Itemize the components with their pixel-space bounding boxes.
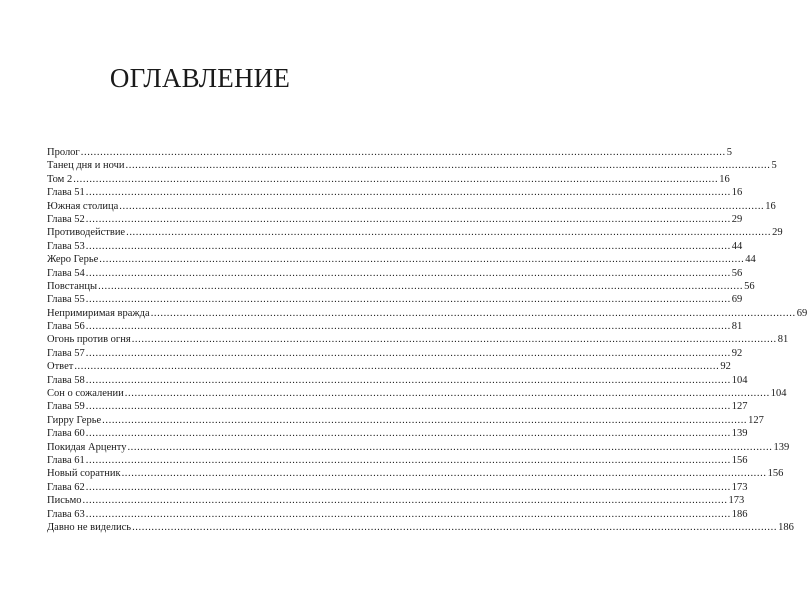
toc-dot-leader: ........................................................................................................................................................................................................ — [85, 374, 731, 386]
toc-entry-page-number: 69 — [796, 307, 807, 319]
toc-entry-page-number: 156 — [767, 468, 784, 480]
toc-dot-leader: ........................................................................................................................................................................................................ — [125, 160, 771, 172]
toc-entry-page-number: 29 — [731, 213, 743, 225]
toc-entry-label: Глава 51 — [47, 187, 85, 199]
toc-dot-leader: ........................................................................................................................................................................................................ — [132, 521, 778, 533]
toc-entry-page-number: 44 — [731, 240, 743, 252]
toc-entry-page-number: 127 — [748, 414, 764, 426]
toc-entry-label: Глава 60 — [47, 428, 85, 440]
toc-entry[interactable] — [47, 414, 764, 427]
toc-entry-label: Покидая Арценту — [47, 441, 127, 453]
toc-entry-page-number: 127 — [731, 401, 748, 413]
toc-entry[interactable] — [47, 226, 783, 239]
toc-entry[interactable] — [47, 213, 743, 226]
toc-entry-page-number: 186 — [778, 521, 794, 533]
toc-entry[interactable] — [47, 494, 745, 507]
toc-dot-leader: ........................................................................................................................................................................................................ — [85, 321, 731, 333]
toc-entry-label: Южная столица — [47, 200, 119, 212]
toc-entry[interactable] — [47, 320, 743, 333]
toc-entry-page-number: 16 — [719, 173, 730, 185]
toc-entry[interactable] — [47, 508, 748, 521]
toc-entry-label: Гирру Герье — [47, 414, 102, 426]
toc-entry[interactable] — [47, 427, 748, 440]
toc-entry-page-number: 81 — [731, 321, 743, 333]
toc-dot-leader: ........................................................................................................................................................................................................ — [85, 213, 731, 225]
toc-entry[interactable] — [47, 387, 787, 400]
toc-entry-label: Ответ — [47, 361, 74, 373]
toc-dot-leader: ........................................................................................................................................................................................................ — [85, 508, 731, 520]
toc-entry[interactable] — [47, 146, 732, 159]
toc-entry[interactable] — [47, 267, 743, 280]
toc-entry-page-number: 104 — [770, 388, 787, 400]
toc-entry[interactable] — [47, 467, 784, 480]
toc-entry-label: Давно не виделись — [47, 521, 132, 533]
toc-entry[interactable] — [47, 374, 748, 387]
toc-entry-page-number: 104 — [731, 374, 748, 386]
toc-entry-label: Глава 56 — [47, 321, 85, 333]
toc-dot-leader: ........................................................................................................................................................................................................ — [85, 428, 731, 440]
toc-entry-page-number: 92 — [720, 361, 731, 373]
toc-entry-page-number: 29 — [772, 227, 783, 239]
toc-entry[interactable] — [47, 521, 794, 534]
toc-dot-leader: ........................................................................................................................................................................................................ — [74, 361, 720, 373]
toc-dot-leader: ........................................................................................................................................................................................................ — [85, 267, 731, 279]
toc-dot-leader: ........................................................................................................................................................................................................ — [85, 401, 731, 413]
toc-dot-leader: ........................................................................................................................................................................................................ — [150, 307, 796, 319]
toc-entry-label: Глава 62 — [47, 481, 85, 493]
toc-dot-leader: ........................................................................................................................................................................................................ — [126, 227, 772, 239]
toc-entry[interactable] — [47, 333, 789, 346]
toc-entry[interactable] — [47, 481, 748, 494]
toc-entry[interactable] — [47, 307, 807, 320]
toc-entry-page-number: 92 — [731, 347, 743, 359]
toc-entry-page-number: 44 — [745, 254, 756, 266]
toc-entry-label: Глава 59 — [47, 401, 85, 413]
toc-entry-label: Письмо — [47, 495, 82, 507]
toc-entry-page-number: 139 — [773, 441, 790, 453]
toc-entry-page-number: 156 — [731, 454, 748, 466]
toc-dot-leader: ........................................................................................................................................................................................................ — [80, 147, 726, 158]
toc-entry[interactable] — [47, 173, 730, 186]
toc-dot-leader: ........................................................................................................................................................................................................ — [124, 388, 770, 400]
toc-dot-leader: ........................................................................................................................................................................................................ — [121, 468, 767, 480]
toc-entry-label: Глава 53 — [47, 240, 85, 252]
toc-entry-page-number: 56 — [731, 267, 743, 279]
toc-entry-label: Глава 54 — [47, 267, 85, 279]
toc-dot-leader: ........................................................................................................................................................................................................ — [85, 240, 731, 252]
toc-entry-label: Пролог — [47, 147, 80, 158]
toc-entry-page-number: 5 — [771, 160, 777, 172]
toc-entry[interactable] — [47, 360, 731, 373]
toc-entry-page-number: 5 — [726, 147, 732, 158]
toc-entry-page-number: 186 — [731, 508, 748, 520]
toc-entry-label: Глава 55 — [47, 294, 85, 306]
toc-entry-label: Жеро Герье — [47, 254, 99, 266]
toc-entry[interactable] — [47, 159, 777, 172]
toc-entry-page-number: 16 — [765, 200, 776, 212]
toc-entry-label: Повстанцы — [47, 280, 98, 292]
toc-entry[interactable] — [47, 400, 748, 413]
toc-dot-leader: ........................................................................................................................................................................................................ — [85, 454, 731, 466]
toc-entry-label: Противодействие — [47, 227, 126, 239]
toc-dot-leader: ........................................................................................................................................................................................................ — [85, 294, 731, 306]
toc-entry-page-number: 16 — [731, 187, 743, 199]
toc-dot-leader: ........................................................................................................................................................................................................ — [82, 495, 728, 507]
toc-entry[interactable] — [47, 293, 743, 306]
toc-entry-label: Огонь против огня — [47, 334, 131, 346]
toc-entry-label: Сон о сожалении — [47, 388, 124, 400]
toc-entry-label: Глава 61 — [47, 454, 85, 466]
toc-entry[interactable] — [47, 347, 743, 360]
toc-entry-label: Том 2 — [47, 173, 73, 185]
toc-dot-leader: ........................................................................................................................................................................................................ — [73, 173, 719, 185]
toc-entry-label: Глава 58 — [47, 374, 85, 386]
toc-entry-page-number: 173 — [731, 481, 748, 493]
toc-entry[interactable] — [47, 186, 743, 199]
toc-entry[interactable] — [47, 240, 743, 253]
page-title: ОГЛАВЛЕНИЕ — [109, 63, 291, 94]
toc-entry-label: Глава 57 — [47, 347, 85, 359]
toc-entry-page-number: 173 — [728, 495, 745, 507]
toc-entry[interactable] — [47, 253, 756, 266]
toc-dot-leader: ........................................................................................................................................................................................................ — [85, 187, 731, 199]
toc-dot-leader: ........................................................................................................................................................................................................ — [102, 414, 748, 426]
table-of-contents — [47, 146, 807, 534]
toc-dot-leader: ........................................................................................................................................................................................................ — [98, 280, 744, 292]
toc-dot-leader: ........................................................................................................................................................................................................ — [119, 200, 765, 212]
toc-dot-leader: ........................................................................................................................................................................................................ — [85, 347, 731, 359]
toc-entry-page-number: 139 — [731, 428, 748, 440]
toc-entry-label: Новый соратник — [47, 468, 121, 480]
toc-entry-label: Танец дня и ночи — [47, 160, 125, 172]
toc-entry-label: Глава 63 — [47, 508, 85, 520]
toc-entry-page-number: 69 — [731, 294, 743, 306]
toc-dot-leader: ........................................................................................................................................................................................................ — [127, 441, 773, 453]
toc-entry-label: Непримиримая вражда — [47, 307, 150, 319]
toc-entry-page-number: 81 — [777, 334, 789, 346]
toc-entry[interactable] — [47, 280, 755, 293]
toc-entry[interactable] — [47, 200, 776, 213]
toc-entry-page-number: 56 — [744, 280, 755, 292]
toc-entry[interactable] — [47, 454, 748, 467]
toc-dot-leader: ........................................................................................................................................................................................................ — [99, 254, 745, 266]
toc-entry-label: Глава 52 — [47, 213, 85, 225]
toc-dot-leader: ........................................................................................................................................................................................................ — [131, 334, 777, 346]
toc-dot-leader: ........................................................................................................................................................................................................ — [85, 481, 731, 493]
toc-entry[interactable] — [47, 441, 790, 454]
